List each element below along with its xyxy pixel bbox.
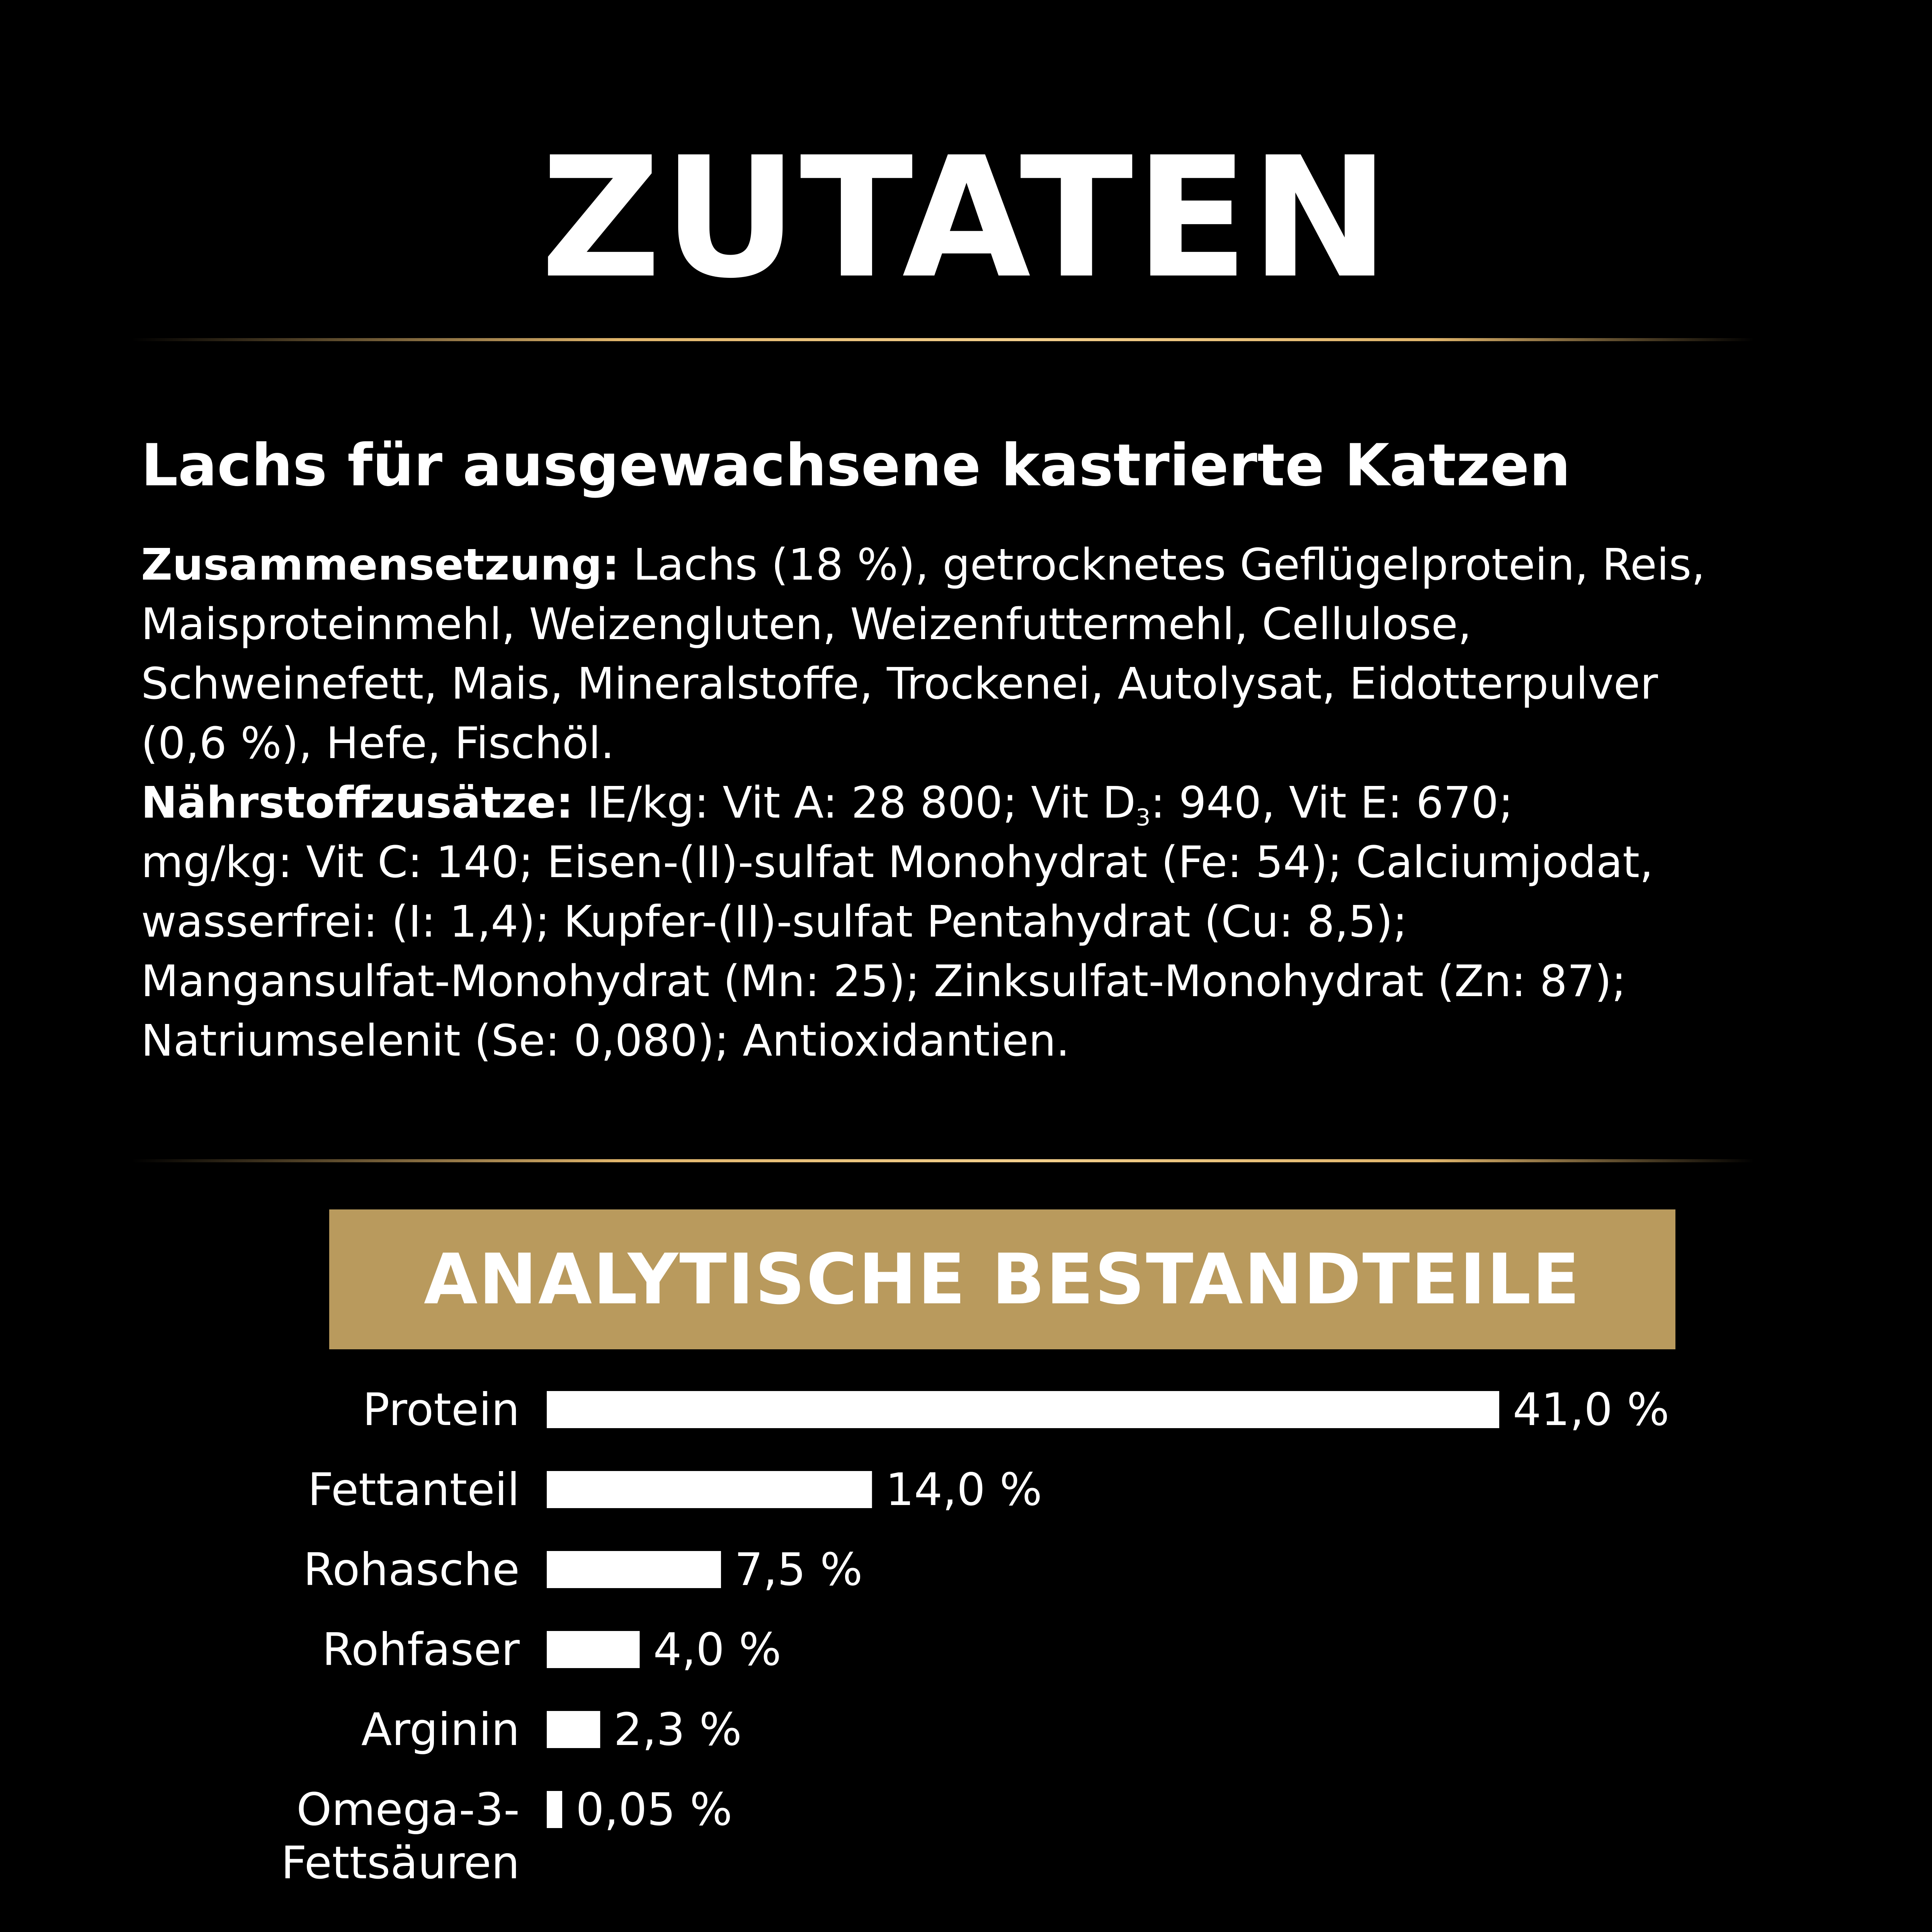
composition-line-2: Maisproteinmehl, Weizengluten, Weizenfuttermehl, Cellulose, (141, 599, 1472, 650)
bar-0 (547, 1391, 1499, 1428)
product-title: Lachs für ausgewachsene kastrierte Katzen (141, 432, 1571, 499)
additives-label: Nährstoffzusätze: (141, 778, 573, 828)
additives-text-a: IE/kg: Vit A: 28 800; Vit D (573, 778, 1136, 828)
bar-value-label-1: 14,0 % (885, 1464, 1043, 1516)
composition-line-3: Schweinefett, Mais, Mineralstoffe, Trockenei, Autolysat, Eidotterpulver (141, 659, 1658, 709)
additives-line-5: Natriumselenit (Se: 0,080); Antioxidantien. (141, 1016, 1070, 1066)
additives-subscript: 3 (1136, 804, 1151, 831)
additives-line-4: Mangansulfat-Monohydrat (Mn: 25); Zinksulfat-Monohydrat (Zn: 87); (141, 956, 1626, 1007)
composition-line-4: (0,6 %), Hefe, Fischöl. (141, 718, 614, 769)
additives-line-2: mg/kg: Vit C: 140; Eisen-(II)-sulfat Monohydrat (Fe: 54); Calciumjodat, (141, 837, 1653, 888)
page-title: ZUTATEN (540, 122, 1392, 315)
bar-value-label-5: 0,05 % (576, 1784, 733, 1836)
bar-4 (547, 1711, 600, 1748)
additives-text-b: : 940, Vit E: 670; (1150, 778, 1514, 828)
bar-value-label-0: 41,0 % (1513, 1384, 1670, 1436)
bar-value-label-3: 4,0 % (653, 1624, 782, 1676)
composition-label: Zusammensetzung: (141, 540, 620, 590)
bar-5 (547, 1791, 562, 1828)
additives-line-3: wasserfrei: (I: 1,4); Kupfer-(II)-sulfat Pentahydrat (Cu: 8,5); (141, 897, 1408, 947)
bar-value-label-4: 2,3 % (614, 1704, 742, 1756)
category-label-5: Omega-3-Fettsäuren (281, 1784, 520, 1889)
category-label-2: Rohasche (303, 1544, 520, 1596)
bar-2 (547, 1551, 721, 1588)
category-label-3: Rohfaser (322, 1624, 520, 1676)
category-label-1: Fettanteil (308, 1464, 520, 1516)
category-label-0: Protein (362, 1384, 520, 1436)
bar-value-label-2: 7,5 % (734, 1544, 863, 1596)
bar-3 (547, 1631, 639, 1668)
composition-text: Lachs (18 %), getrocknetes Geflügelprotein, Reis, (619, 540, 1705, 590)
category-label-4: Arginin (361, 1704, 520, 1756)
analysis-banner-title: ANALYTISCHE BESTANDTEILE (423, 1239, 1581, 1320)
bar-1 (547, 1471, 872, 1508)
